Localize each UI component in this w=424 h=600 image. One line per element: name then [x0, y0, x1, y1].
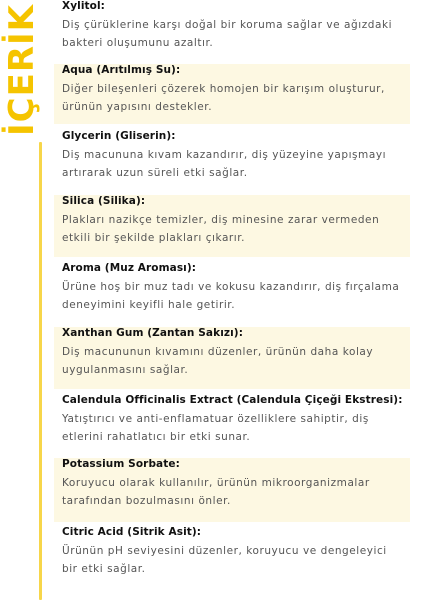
ingredient-title: Aroma (Muz Aroması): [62, 262, 197, 274]
ingredient-description: Diş macununa kıvam kazandırır, diş yüzeyine yapışmayı artırarak uzun süreli etki sağlar. [62, 149, 387, 179]
ingredient-title: Glycerin (Gliserin): [62, 130, 176, 142]
ingredient-description: Yatıştırıcı ve anti-enflamatuar özelliklere sahiptir, diş etlerini rahatlatıcı bir etki sunar. [62, 413, 369, 443]
ingredient-description: Ürüne hoş bir muz tadı ve kokusu kazandırır, diş fırçalama deneyimini keyifli hale getirir. [62, 281, 400, 311]
ingredient-title: Silica (Silika): [62, 195, 146, 207]
ingredient-item-xylitol [54, 0, 410, 60]
ingredient-title: Calendula Officinalis Extract (Calendula Çiçeği Ekstresi): [62, 394, 403, 406]
ingredient-description: Diş çürüklerine karşı doğal bir koruma sağlar ve ağızdaki bakteri oluşumunu azaltır. [62, 19, 393, 49]
section-title-vertical [2, 0, 42, 140]
ingredient-item-xanthan-gum [54, 327, 410, 389]
ingredient-description: Plakları nazikçe temizler, diş minesine zarar vermeden etkili bir şekilde plakları çıkarır. [62, 214, 380, 244]
ingredient-title: Potassium Sorbate: [62, 458, 180, 470]
ingredient-title: Xanthan Gum (Zantan Sakızı): [62, 327, 244, 339]
ingredient-title: Xylitol: [62, 0, 105, 12]
ingredient-item-silica [54, 195, 410, 257]
ingredient-title: Aqua (Arıtılmış Su): [62, 64, 181, 76]
ingredient-item-aqua [54, 64, 410, 124]
ingredient-description: Diğer bileşenleri çözerek homojen bir karışım oluşturur, ürünün yapısını destekler. [62, 83, 385, 113]
ingredient-list [54, 0, 410, 600]
ingredient-description: Koruyucu olarak kullanılır, ürünün mikroorganizmalar tarafından bozulmasını önler. [62, 477, 370, 507]
side-accent-line [39, 142, 42, 600]
ingredient-title: Citric Acid (Sitrik Asit): [62, 526, 202, 538]
ingredient-item-glycerin [54, 130, 410, 190]
ingredient-item-potassium-sorbate [54, 458, 410, 522]
ingredient-item-calendula [54, 394, 410, 454]
ingredient-item-aroma [54, 262, 410, 322]
ingredient-item-citric-acid [54, 526, 410, 590]
ingredient-description: Diş macununun kıvamını düzenler, ürünün daha kolay uygulanmasını sağlar. [62, 346, 374, 376]
ingredient-description: Ürünün pH seviyesini düzenler, koruyucu ve dengeleyici bir etki sağlar. [62, 545, 387, 575]
section-title-text: İÇERİK [2, 3, 43, 137]
